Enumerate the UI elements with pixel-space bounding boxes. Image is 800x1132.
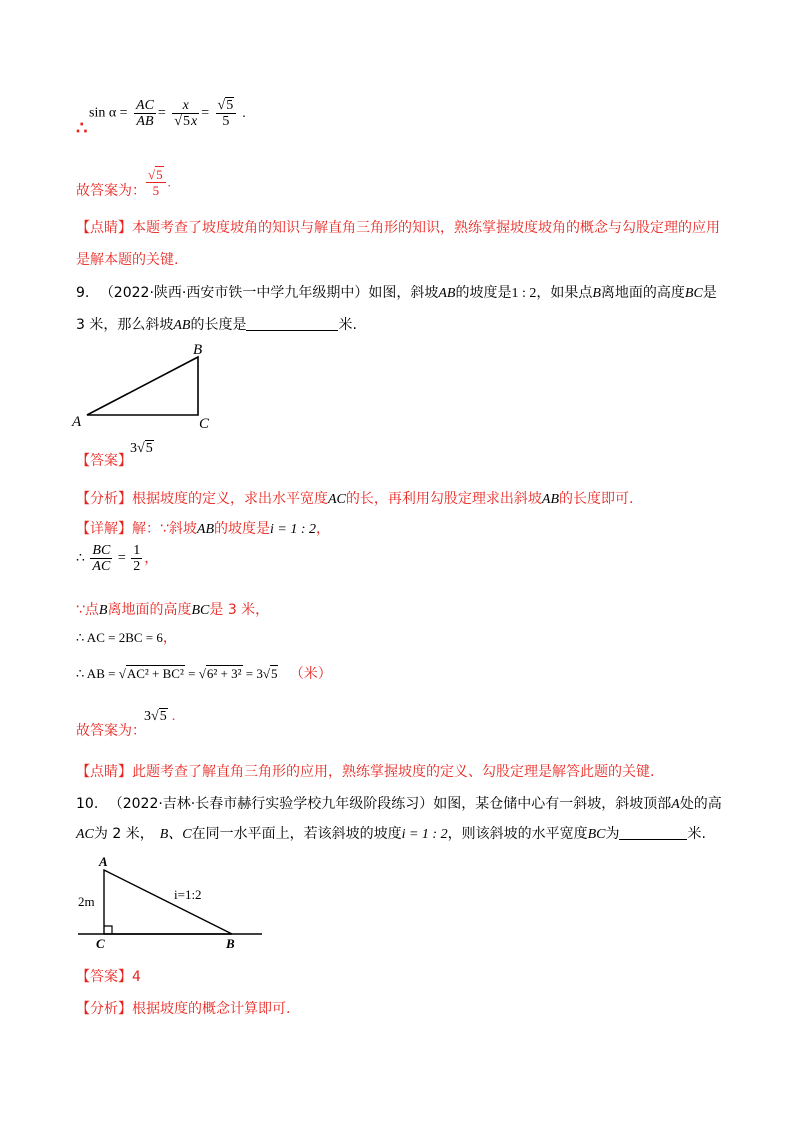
q9-line2-text-2: 的长度是 [190, 317, 247, 333]
step2-text-3: 是 3 米， [209, 602, 270, 618]
prev-answer-label: 故答案为： [76, 183, 146, 199]
q10-label-c: C [96, 936, 105, 950]
q10-line2-text-3: ，则该斜坡的水平宽度 [447, 826, 588, 842]
q9-line2-text: 3 米，那么斜坡 [76, 317, 174, 333]
comment-tag: 【点睛】 [76, 220, 132, 236]
analysis-var-ab: AB [541, 492, 559, 507]
q10-number: 10. [76, 796, 99, 812]
analysis-text: 根据坡度的定义，求出水平宽度 [132, 491, 328, 507]
q9-line2-text-3: 米. [338, 317, 357, 333]
q9-stem-text-3: ，如果点 [536, 285, 593, 301]
q10-analysis [76, 999, 290, 1019]
q9-stem-line2 [76, 315, 357, 336]
analysis-text: 根据坡度的概念计算即可. [132, 1001, 291, 1017]
detail-slope: i = 1 : 2 [270, 522, 317, 537]
detail-text: 解：∵斜坡 [132, 521, 197, 537]
q9-label-c: C [199, 416, 210, 430]
q10-line2-text-2: 在同一水平面上，若该斜坡的坡度 [191, 826, 402, 842]
q9-triangle [87, 357, 198, 415]
q10-slope-label: i=1:2 [174, 887, 202, 902]
q10-point-a: A [671, 797, 680, 812]
detail-comma: ， [316, 521, 331, 537]
fraction-root5-5: $\frac{√5}{5}$ [216, 98, 237, 129]
prev-answer-fraction: $\frac{√5}{5}$ . [148, 167, 171, 198]
q10-label-a: A [99, 854, 108, 869]
analysis-tag: 【分析】 [76, 491, 132, 507]
q10-slope-figure [74, 850, 274, 950]
answer-tag: 【答案】 [76, 969, 132, 985]
q10-points-bc: B、C [159, 827, 192, 842]
comment-text: 此题考查了解直角三角形的应用，熟练掌握坡度的定义、勾股定理是解答此题的关键. [132, 764, 655, 780]
q10-slope: i = 1 : 2 [401, 827, 448, 842]
analysis-tag: 【分析】 [76, 1001, 132, 1017]
q9-stem-text-4: 离地面的高度 [600, 285, 685, 301]
prev-comment-line2: 是解本题的关键. [76, 252, 179, 268]
q10-var-bc: BC [587, 827, 606, 842]
q10-var-ac: AC [76, 827, 94, 842]
analysis-var-ac: AC [328, 492, 346, 507]
step2-text-2: 离地面的高度 [107, 602, 192, 618]
step2-var-bc: BC [191, 603, 210, 618]
analysis-text-2: 的长，再利用勾股定理求出斜坡 [345, 491, 542, 507]
q9-ratio: 1 : 2 [511, 286, 537, 301]
q9-step3: ∴ AC = 2BC = 6， [76, 630, 177, 646]
q9-comment [76, 762, 654, 782]
fraction-x-root5x: $\frac{x}{√5x}$ [174, 98, 198, 129]
q9-answer-tag: 【答案】 [76, 453, 132, 469]
q10-source: （2022·吉林·长春市赫行实验学校九年级阶段练习） [108, 796, 434, 812]
detail-text-2: 的坡度是 [214, 521, 271, 537]
q10-triangle [104, 870, 232, 934]
q9-step4: ∴ AB = √AC² + BC² = √6² + 3² = 3√5 （米） [76, 666, 332, 682]
prev-comment [76, 218, 720, 238]
q9-label-a: A [72, 414, 82, 430]
q9-var-bc: BC [684, 286, 703, 301]
q9-stem-line1 [76, 283, 717, 304]
q9-line2-var-ab: AB [173, 318, 191, 333]
q9-answer-value: 3√5 [130, 441, 153, 456]
q9-final-label: 故答案为： [76, 723, 146, 739]
q10-stem-line2 [76, 824, 706, 845]
q9-triangle-figure [70, 340, 250, 430]
q9-step1: ∴ $\frac{BC}{AC}$ = $\frac{1}{2}$ ， [76, 543, 159, 574]
comment-tag: 【点睛】 [76, 764, 132, 780]
analysis-text-3: 的长度即可. [559, 491, 634, 507]
q10-answer [76, 967, 141, 987]
therefore-symbol: ∴ [76, 118, 88, 139]
detail-tag: 【详解】 [76, 521, 132, 537]
q9-point-b: B [592, 286, 601, 301]
q10-line2-text-5: 米. [687, 826, 706, 842]
answer-value: 4 [132, 969, 141, 985]
q9-step2 [76, 600, 269, 621]
q10-line2-text: 为 2 米， [93, 826, 154, 842]
q9-detail-line1 [76, 519, 330, 540]
q10-answer-blank[interactable] [619, 825, 687, 840]
q10-stem-text: 如图，某仓储中心有一斜坡，斜坡顶部 [433, 796, 672, 812]
sin-equation: sin α = $\frac{AC}{AB}$ = $\frac{x}{√5x}$ = $\frac{√5}{5}$ . [89, 98, 246, 129]
q9-source: （2022·陕西·西安市铁一中学九年级期中） [99, 285, 369, 301]
detail-var-ab: AB [196, 522, 215, 537]
q9-final-value: 3√5 . [144, 709, 176, 724]
q10-right-angle-mark [104, 926, 112, 934]
step2-text: ∵点 [76, 602, 99, 618]
q10-line2-text-4: 为 [605, 826, 620, 842]
q10-stem-line1 [76, 794, 722, 815]
q9-stem-text-2: 的坡度是 [455, 285, 512, 301]
q9-stem-text: 如图，斜坡 [368, 285, 439, 301]
q10-label-b: B [226, 936, 235, 950]
q9-var-ab: AB [438, 286, 456, 301]
q9-answer-blank[interactable] [246, 316, 338, 331]
q9-number: 9. [76, 285, 90, 301]
comment-text: 本题考查了坡度坡角的知识与解直角三角形的知识，熟练掌握坡度坡角的概念与勾股定理的应用 [132, 220, 720, 236]
q10-height-label: 2m [78, 894, 95, 909]
q9-analysis [76, 489, 633, 510]
step2-point-b: B [98, 603, 108, 618]
q9-label-b: B [193, 342, 203, 358]
fraction-ac-ab: $\frac{AC}{AB}$ [136, 98, 154, 129]
sin-lhs: sin α = [89, 105, 128, 121]
q9-stem-text-5: 是 [702, 285, 717, 301]
q10-stem-text-2: 处的高 [679, 796, 722, 812]
